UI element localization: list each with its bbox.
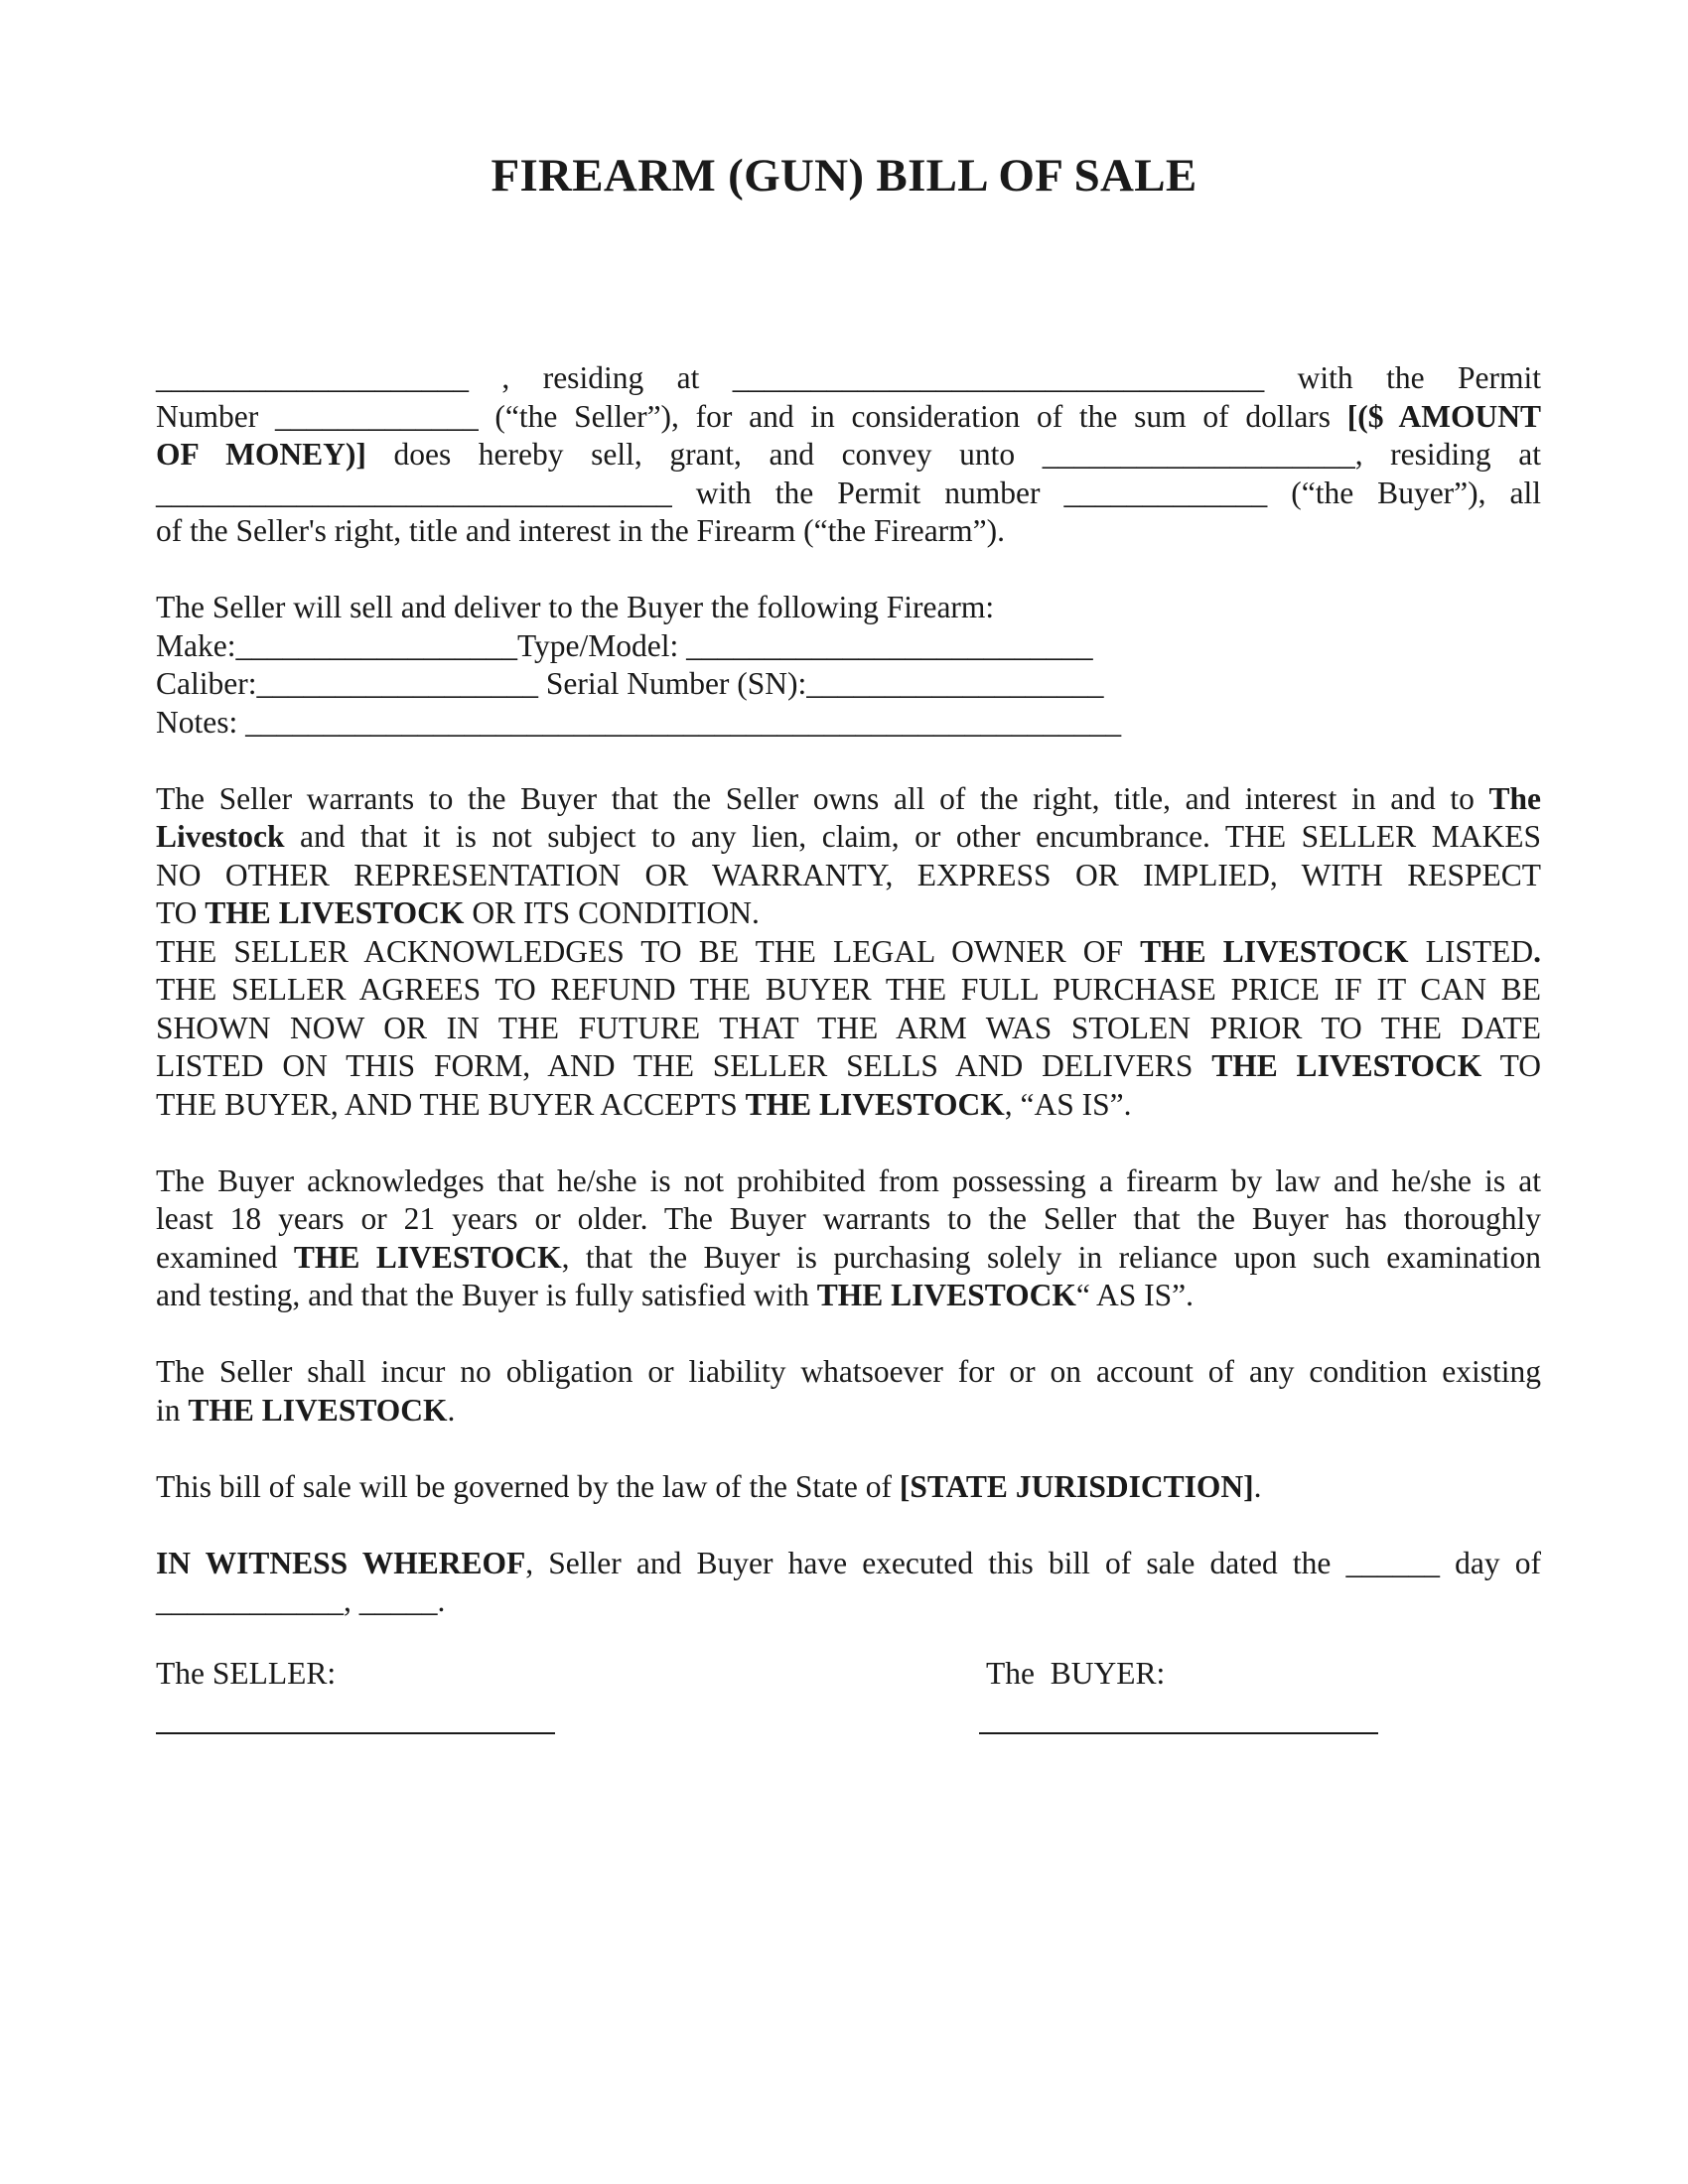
buyer-ack-line-4 (156, 1277, 1541, 1315)
warranty-line-9-a: THE BUYER, AND THE BUYER ACCEPTS (156, 1086, 746, 1122)
warranty-line-8-c: TO (1481, 1048, 1541, 1083)
warranty-line-5-period: . (1533, 933, 1542, 969)
spacer (156, 551, 1541, 590)
parties-paragraph (156, 359, 1541, 551)
liability-line-2-bold: THE LIVESTOCK (188, 1392, 448, 1428)
witness-heading: IN WITNESS WHEREOF (156, 1545, 526, 1580)
buyer-ack-line-4-a: and testing, and that the Buyer is fully satisfied with (156, 1278, 817, 1312)
seller-signature-line (156, 1732, 555, 1734)
warranty-line-4-a: TO (156, 895, 206, 930)
buyer-signature-line (979, 1732, 1378, 1734)
spacer (156, 1124, 1541, 1162)
warranty-line-5 (156, 933, 1541, 972)
firearm-details (156, 589, 1541, 742)
buyer-ack-line-2: least 18 years or 21 years or older. The Buyer warrants to the Seller that the Buyer has thoroughly (156, 1201, 1541, 1236)
buyer-signature-label: The BUYER: (986, 1656, 1166, 1691)
governing-law-text: This bill of sale will be governed by the law of the State of (156, 1468, 900, 1504)
parties-line-4: _________________________________ with the Permit number _____________ (“the Buyer”), all (156, 475, 1541, 510)
liability-paragraph (156, 1353, 1541, 1430)
governing-law-period: . (1253, 1468, 1262, 1504)
parties-line-3 (156, 436, 1541, 475)
spacer (156, 742, 1541, 780)
buyer-acknowledgement-paragraph (156, 1162, 1541, 1315)
parties-line-2 (156, 398, 1541, 437)
warranty-line-4-bold: THE LIVESTOCK (205, 895, 465, 930)
liability-line-1: The Seller shall incur no obligation or liability whatsoever for or on account of any condition existing (156, 1354, 1541, 1389)
parties-line-2-text: Number _____________ (“the Seller”), for and in consideration of the sum of dollars (156, 398, 1347, 434)
warranty-line-1-text: The Seller warrants to the Buyer that the Seller owns all of the right, title, and interest in and to (156, 780, 1489, 816)
warranty-line-9-bold: THE LIVESTOCK (745, 1086, 1005, 1122)
spacer (156, 1430, 1541, 1468)
parties-line-5: of the Seller's right, title and interest in the Firearm (“the Firearm”). (156, 513, 1006, 548)
firearm-intro: The Seller will sell and deliver to the Buyer the following Firearm: (156, 590, 995, 624)
buyer-ack-line-3-a: examined (156, 1239, 294, 1275)
witness-text: , Seller and Buyer have executed this bill of sale dated the ______ day of (525, 1545, 1541, 1580)
warranty-line-8-a: LISTED ON THIS FORM, AND THE SELLER SELLS AND DELIVERS (156, 1048, 1212, 1083)
seller-signature-label: The SELLER: (156, 1656, 337, 1691)
warranty-line-1-bold: The (1488, 780, 1541, 816)
witness-line-1 (156, 1545, 1541, 1583)
buyer-ack-line-4-c: “ AS IS”. (1075, 1278, 1195, 1312)
buyer-ack-line-1: The Buyer acknowledges that he/she is not prohibited from possessing a firearm by law and he/she is at (156, 1162, 1541, 1198)
liability-line-2 (156, 1392, 1541, 1431)
document-title: FIREARM (GUN) BILL OF SALE (491, 150, 1197, 202)
spacer (156, 1315, 1541, 1354)
buyer-ack-line-3-c: , that the Buyer is purchasing solely in reliance upon such examination (561, 1239, 1542, 1275)
witness-paragraph (156, 1545, 1541, 1621)
warranty-paragraph (156, 780, 1541, 1125)
parties-line-1: ____________________ , residing at __________________________________ with the Permit (156, 360, 1541, 395)
amount-placeholder: [($ AMOUNT (1346, 398, 1541, 434)
warranty-line-5-a: THE SELLER ACKNOWLEDGES TO BE THE LEGAL OWNER OF (156, 933, 1141, 969)
warranty-line-5-bold: THE LIVESTOCK (1140, 933, 1409, 969)
governing-law-paragraph (156, 1468, 1541, 1507)
warranty-line-4-c: OR ITS CONDITION. (464, 895, 760, 930)
state-jurisdiction-placeholder: [STATE JURISDICTION] (899, 1468, 1254, 1504)
witness-date-line: ____________, _____. (156, 1583, 446, 1618)
warranty-line-5-c: LISTED (1408, 933, 1534, 969)
warranty-line-8-bold: THE LIVESTOCK (1211, 1048, 1482, 1083)
notes-row: Notes: ________________________________________________________ (156, 704, 1122, 740)
warranty-line-9-c: , “AS IS”. (1004, 1086, 1132, 1122)
warranty-line-2-text: and that it is not subject to any lien, claim, or other encumbrance. THE SELLER MAKES (284, 819, 1541, 854)
warranty-line-9 (156, 1086, 1541, 1125)
warranty-line-4 (156, 894, 1541, 933)
warranty-line-1 (156, 780, 1541, 819)
governing-law-line (156, 1468, 1541, 1507)
warranty-line-2-bold: Livestock (156, 819, 285, 854)
buyer-ack-line-3-bold: THE LIVESTOCK (293, 1239, 562, 1275)
warranty-line-2 (156, 818, 1541, 857)
amount-placeholder-cont: OF MONEY)] (156, 437, 366, 472)
buyer-ack-line-3 (156, 1239, 1541, 1278)
warranty-line-8 (156, 1047, 1541, 1086)
document-body (156, 359, 1541, 1621)
warranty-line-6: THE SELLER AGREES TO REFUND THE BUYER THE FULL PURCHASE PRICE IF IT CAN BE (156, 972, 1541, 1007)
liability-line-2-a: in (156, 1392, 189, 1428)
warranty-line-3: NO OTHER REPRESENTATION OR WARRANTY, EXPRESS OR IMPLIED, WITH RESPECT (156, 857, 1541, 892)
caliber-serial-row: Caliber:__________________ Serial Number (SN):___________________ (156, 666, 1104, 701)
buyer-ack-line-4-bold: THE LIVESTOCK (816, 1278, 1076, 1312)
parties-line-3-text: does hereby sell, grant, and convey unto ____________________, residing at (365, 437, 1541, 472)
make-model-row: Make:__________________Type/Model: __________________________ (156, 627, 1093, 663)
warranty-line-7: SHOWN NOW OR IN THE FUTURE THAT THE ARM WAS STOLEN PRIOR TO THE DATE (156, 1010, 1541, 1045)
spacer (156, 1506, 1541, 1545)
liability-line-2-c: . (447, 1392, 456, 1428)
